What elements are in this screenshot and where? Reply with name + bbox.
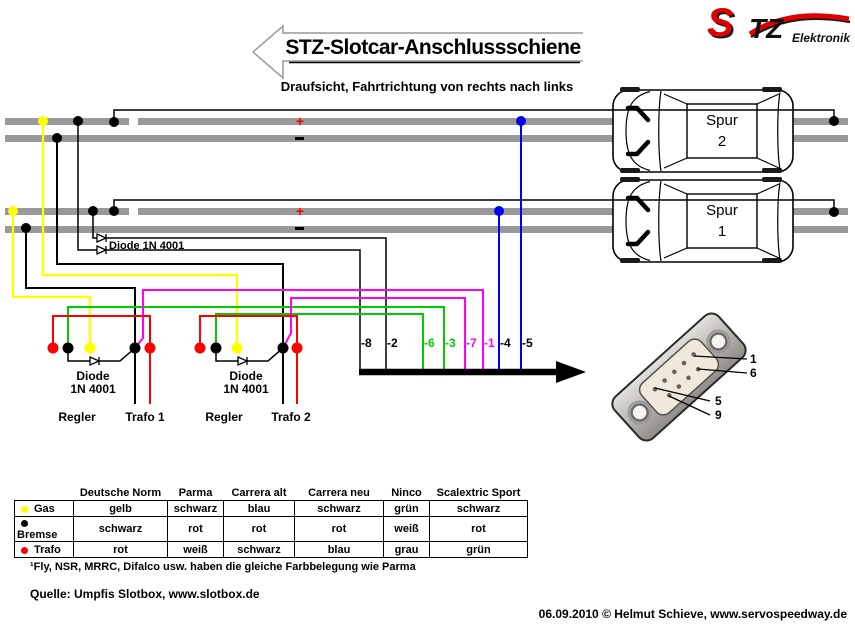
column-header: Ninco [391, 487, 422, 499]
footnote: ¹Fly, NSR, MRRC, Difalco usw. haben die gleiche Farbbelegung wie Parma [30, 561, 416, 573]
diode-label: Diode 1N 4001 [70, 369, 116, 396]
copyright-line: 06.09.2010 © Helmut Schieve, www.servospeedway.de [538, 607, 847, 621]
page-title: STZ-Slotcar-Anschlussschiene [285, 36, 581, 59]
wire-number-7: -7 [466, 336, 477, 350]
logo-subtext: Elektronik [792, 31, 851, 45]
wire-number-1: -1 [484, 336, 495, 350]
column-header: Carrera alt [231, 487, 287, 499]
table-row: Gas gelb schwarz blau schwarz grün schwarz [15, 501, 528, 517]
column-header: Parma [178, 487, 213, 499]
diode-label: Diode 1N 4001 [109, 240, 185, 252]
bremse-color-dot [21, 520, 28, 527]
source-line: Quelle: Umpfis Slotbox, www.slotbox.de [30, 587, 260, 601]
wire-number-3: -3 [445, 336, 456, 350]
wire-number-2: -2 [387, 336, 398, 350]
table-row: Trafo rot weiß schwarz blau grau grün [15, 542, 528, 558]
trafo1-label: Trafo 1 [125, 410, 165, 424]
group-diode-loops [68, 348, 283, 361]
car-label-spur2: Spur 2 [706, 112, 738, 150]
trafo-color-dot [21, 547, 28, 554]
column-header: Carrera neu [308, 487, 370, 499]
minus-sign [295, 137, 304, 140]
column-header: Deutsche Norm [79, 487, 162, 499]
regler-label: Regler [205, 410, 243, 424]
regler-label: Regler [58, 410, 96, 424]
table-header-row [15, 487, 528, 501]
wire-number-8: -8 [361, 336, 372, 350]
diode-label: Diode 1N 4001 [223, 369, 269, 396]
magenta-wires [135, 290, 483, 372]
wire-number-4: -4 [500, 336, 511, 350]
flow-arrow [359, 361, 586, 383]
blue-wires [499, 121, 521, 372]
dsub-pin-label-6: 6 [750, 366, 757, 380]
dsub-pin-label-9: 9 [715, 408, 722, 422]
plus-sign: + [295, 203, 305, 219]
logo-letters-tz: TZ [749, 13, 784, 44]
page-subtitle: Draufsicht, Fahrtrichtung von rechts nach links [280, 79, 574, 94]
trafo2-label: Trafo 2 [271, 410, 311, 424]
logo-letter-s: S [707, 1, 734, 45]
gas-color-dot [21, 506, 28, 513]
column-header: Scalextric Sport [436, 487, 521, 499]
car-label-spur1: Spur 1 [706, 202, 738, 240]
yellow-gas-wires [13, 121, 237, 348]
dsub-connector [608, 309, 750, 444]
color-code-table [14, 487, 528, 558]
diode-symbol [97, 234, 106, 254]
minus-sign [295, 227, 304, 230]
wire-number-5: -5 [522, 336, 533, 350]
dsub-pin-label-5: 5 [715, 394, 722, 408]
plus-sign: + [295, 113, 305, 129]
wire-number-6: -6 [424, 336, 435, 350]
dsub-pin-label-1: 1 [750, 352, 757, 366]
table-row: Bremse schwarz rot rot rot weiß rot [15, 517, 528, 542]
